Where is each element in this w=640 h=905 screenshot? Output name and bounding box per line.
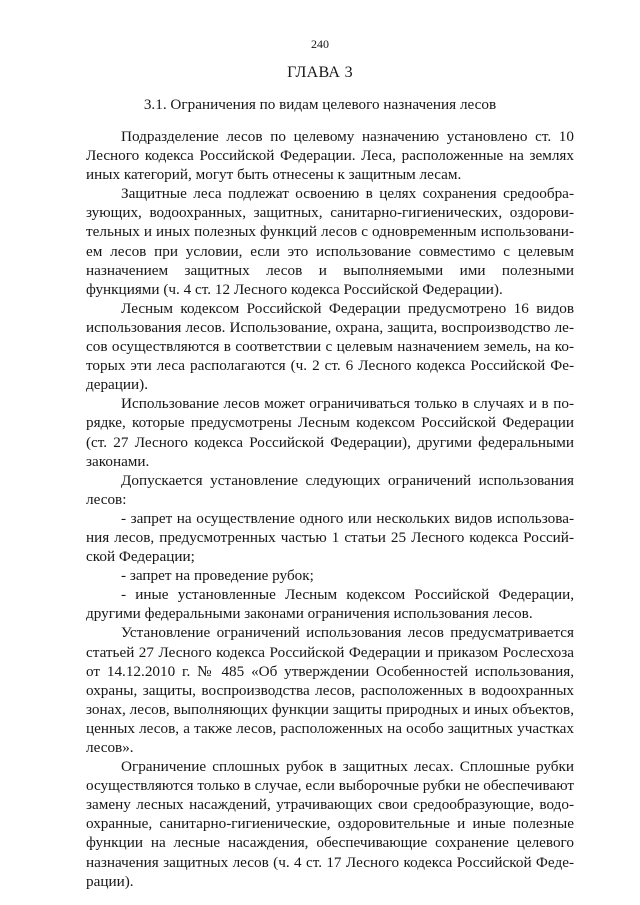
- paragraph-use-restriction-cases: Использование лесов может ограничиваться только в случаях и в порядке, которые предусмотрены Лесным кодексом Российской Федерации (ст. 27 Лесного кодекса Российской Федерации), другими федеральными законами.: [86, 395, 574, 470]
- paragraph-protective-forests: Защитные леса подлежат освоению в целях сохранения средообразующих, водоохранных, защитных, санитарно-гигиенических, оздоровительных и иных полезных функций лесов с одновременным использованием лесов при условии, если это использование совместимо с целевым назначением защитных лесов и выполняемыми ими полезными функциями (ч. 4 ст. 12 Лесного кодекса Российской Федерации).: [86, 185, 574, 298]
- page-number: 240: [311, 37, 329, 51]
- paragraph-restriction-establishment: Установление ограничений использования лесов предусматривается статьей 27 Лесного кодекса Российской Федерации и приказом Рослесхоза от 14.12.2010 г. № 485 «Об утверждении Особенностей использования, охраны, защиты, воспроизводства лесов, расположенных в водоохранных зонах, лесов, выполняющих функции защиты природных и иных объектов, ценных лесов, а также лесов, расположенных на особо защитных участках лесов».: [86, 624, 574, 756]
- paragraph-forest-classification: Подразделение лесов по целевому назначению установлено ст. 10 Лесного кодекса Российской Федерации. Леса, расположенные на землях иных категорий, могут быть отнесены к защитным лесам.: [86, 128, 574, 184]
- paragraph-clear-cutting-limits: Ограничение сплошных рубок в защитных лесах. Сплошные рубки осуществляются только в случае, если выборочные рубки не обеспечивают замену лесных насаждений, утрачивающих свои средообразующие, водоохранные, санитарно-гигиенические, оздоровительные и иные полезные функции на лесные насаждения, обеспечивающие сохранение целевого назначения защитных лесов (ч. 4 ст. 17 Лесного кодекса Российской Федерации).: [86, 758, 574, 890]
- body-text: [86, 127, 574, 891]
- list-item-other-restrictions: - иные установленные Лесным кодексом Российской Федерации, другими федеральными законами ограничения использования лесов.: [86, 586, 574, 623]
- chapter-title: ГЛАВА 3: [287, 64, 353, 81]
- section-title: 3.1. Ограничения по видам целевого назначения лесов: [143, 96, 497, 113]
- paragraph-allowed-restrictions: Допускается установление следующих ограничений использования лесов:: [86, 471, 574, 508]
- list-item-use-ban: - запрет на осуществление одного или нескольких видов использования лесов, предусмотренных частью 1 статьи 25 Лесного кодекса Российской Федерации;: [86, 509, 574, 566]
- paragraph-forest-use-types: Лесным кодексом Российской Федерации предусмотрено 16 видов использования лесов. Использование, охрана, защита, воспроизводство лесов осуществляются в соответствии с целевым назначением земель, на которых эти леса располагаются (ч. 2 ст. 6 Лесного кодекса Российской Федерации).: [86, 299, 574, 394]
- list-item-felling-ban: - запрет на проведение рубок;: [121, 567, 314, 585]
